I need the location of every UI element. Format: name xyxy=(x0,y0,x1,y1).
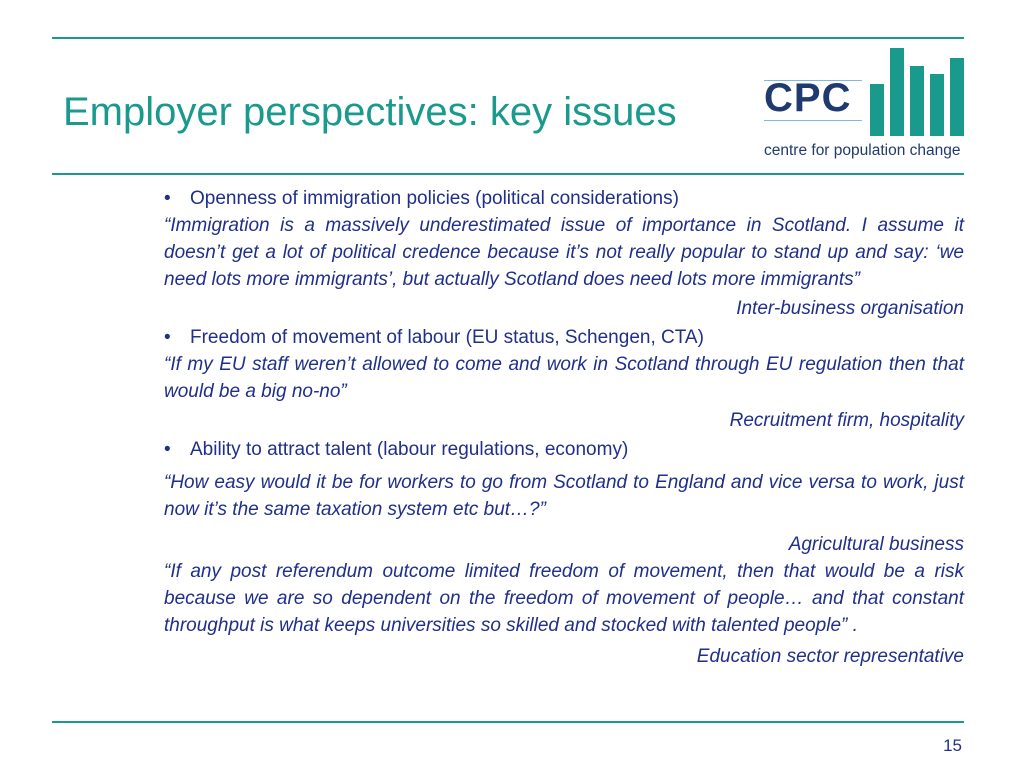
bullet-text: Freedom of movement of labour (EU status, Schengen, CTA) xyxy=(190,327,704,348)
logo-bar xyxy=(890,48,904,136)
top-divider xyxy=(52,37,964,39)
slide-content xyxy=(164,185,964,670)
logo-bar xyxy=(930,74,944,136)
bullet-marker: • xyxy=(164,327,171,348)
page-number: 15 xyxy=(943,736,962,755)
quote-source: Inter-business organisation xyxy=(736,298,964,319)
logo-bottom-line xyxy=(764,120,862,121)
bullet-item xyxy=(164,185,964,212)
quote-source: Recruitment firm, hospitality xyxy=(729,410,964,431)
quote: “How easy would it be for workers to go from Scotland to England and vice versa to work, just now it’s the same taxation system etc but…?” xyxy=(164,472,964,520)
header-divider xyxy=(52,173,964,175)
bullet-marker: • xyxy=(164,188,171,209)
quote-source: Agricultural business xyxy=(788,534,964,555)
logo-bar xyxy=(870,84,884,136)
footer-divider xyxy=(52,721,964,723)
slide-title: Employer perspectives: key issues xyxy=(63,90,677,134)
logo-bar xyxy=(910,66,924,136)
logo-tagline: centre for population change xyxy=(764,142,961,159)
bullet-item xyxy=(164,324,964,351)
quote: “If my EU staff weren’t allowed to come and work in Scotland through EU regulation then that would be a big no-no” xyxy=(164,354,964,402)
quote-source: Education sector representative xyxy=(696,646,964,667)
quote: “Immigration is a massively underestimated issue of importance in Scotland. I assume it doesn’t get a lot of political credence because it’s not really popular to stand up and say: ‘we need lots more immigrants’, but actually Scotland does need lots more immigrants” xyxy=(164,215,964,290)
bullet-text: Ability to attract talent (labour regulations, economy) xyxy=(190,439,629,460)
quote: “If any post referendum outcome limited freedom of movement, then that would be a risk because we are so dependent on the freedom of movement of people… and that constant throughput is what keeps universities so skilled and stocked with talented people” . xyxy=(164,561,964,636)
logo-abbr: CPC xyxy=(764,76,852,120)
bullet-marker: • xyxy=(164,439,171,460)
cpc-logo xyxy=(760,44,974,166)
logo-bar xyxy=(950,58,964,136)
bullet-item xyxy=(164,436,964,463)
bullet-text: Openness of immigration policies (political considerations) xyxy=(190,188,679,209)
